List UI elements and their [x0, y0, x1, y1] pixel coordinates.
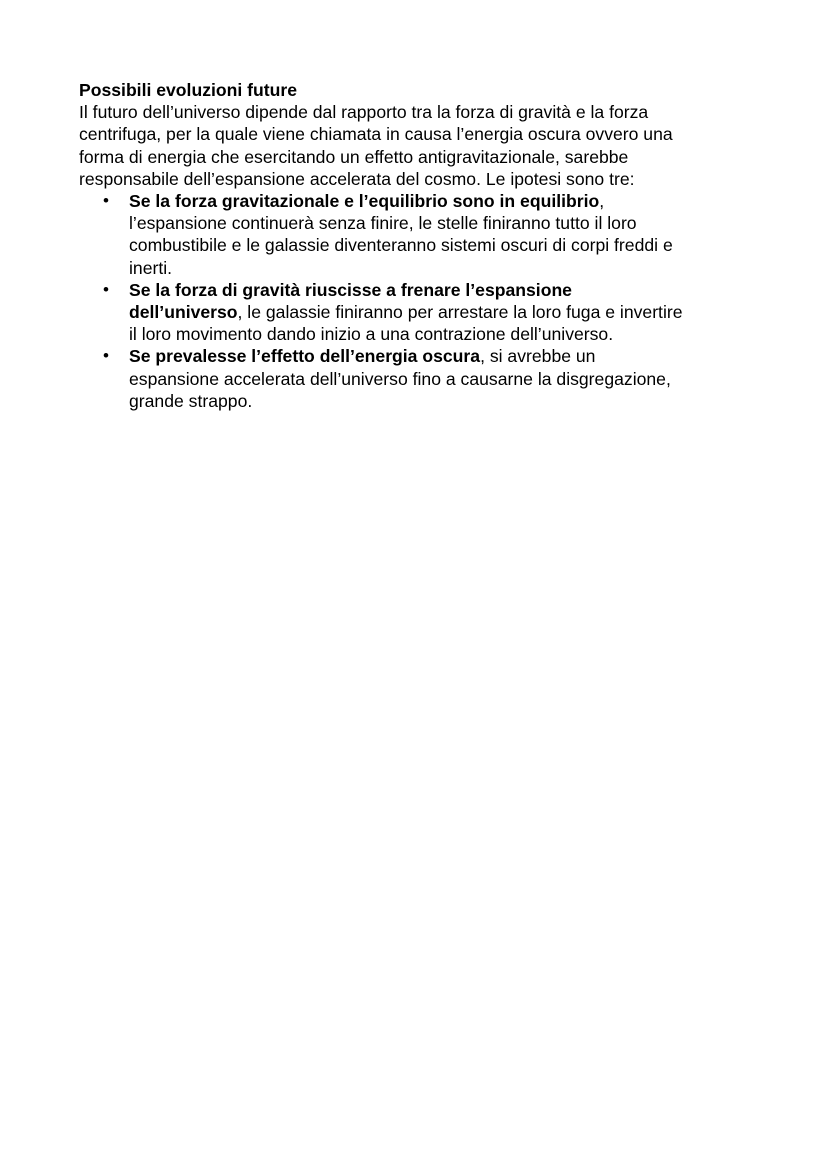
document-page — [79, 79, 759, 412]
text-line: grande strappo. — [129, 390, 253, 411]
bold-text: dell’universo — [129, 302, 238, 323]
text-line: l’espansione continuerà senza finire, le stelle finiranno tutto il loro — [129, 213, 637, 234]
intro-line: Il futuro dell’universo dipende dal rapporto tra la forza di gravità e la forza — [79, 102, 649, 123]
intro-line: responsabile dell’espansione accelerata del cosmo. Le ipotesi sono tre: — [79, 168, 635, 189]
hypothesis-item-equilibrium — [79, 190, 759, 279]
intro-paragraph — [79, 101, 759, 190]
bullet-icon: • — [103, 279, 109, 299]
text-line: il loro movimento dando inizio a una contrazione dell’universo. — [129, 324, 614, 345]
text-line — [129, 190, 759, 212]
bold-text: Se la forza gravitazionale e l’equilibrio sono in equilibrio — [129, 191, 600, 212]
normal-text: , le galassie finiranno per arrestare la loro fuga e invertire — [237, 302, 683, 323]
text-line: espansione accelerata dell’universo fino a causarne la disgregazione, — [129, 368, 671, 389]
text-line: inerti. — [129, 257, 173, 278]
bullet-icon: • — [103, 346, 109, 366]
normal-text: , — [599, 191, 605, 212]
text-line — [129, 301, 759, 323]
hypotheses-list — [79, 190, 759, 412]
intro-line: centrifuga, per la quale viene chiamata in causa l’energia oscura ovvero una — [79, 124, 673, 145]
bold-text: Se prevalesse l’effetto dell’energia oscura — [129, 346, 481, 367]
normal-text: , si avrebbe un — [480, 346, 596, 367]
text-line: Se la forza di gravità riuscisse a frenare l’espansione — [129, 279, 572, 300]
section-title: Possibili evoluzioni future — [79, 80, 297, 100]
text-line — [129, 345, 759, 367]
bullet-icon: • — [103, 191, 109, 211]
hypothesis-item-contraction — [79, 279, 759, 346]
intro-line: forma di energia che esercitando un effetto antigravitazionale, sarebbe — [79, 146, 629, 167]
hypothesis-item-dark-energy — [79, 345, 759, 412]
text-line: combustibile e le galassie diventeranno sistemi oscuri di corpi freddi e — [129, 235, 673, 256]
